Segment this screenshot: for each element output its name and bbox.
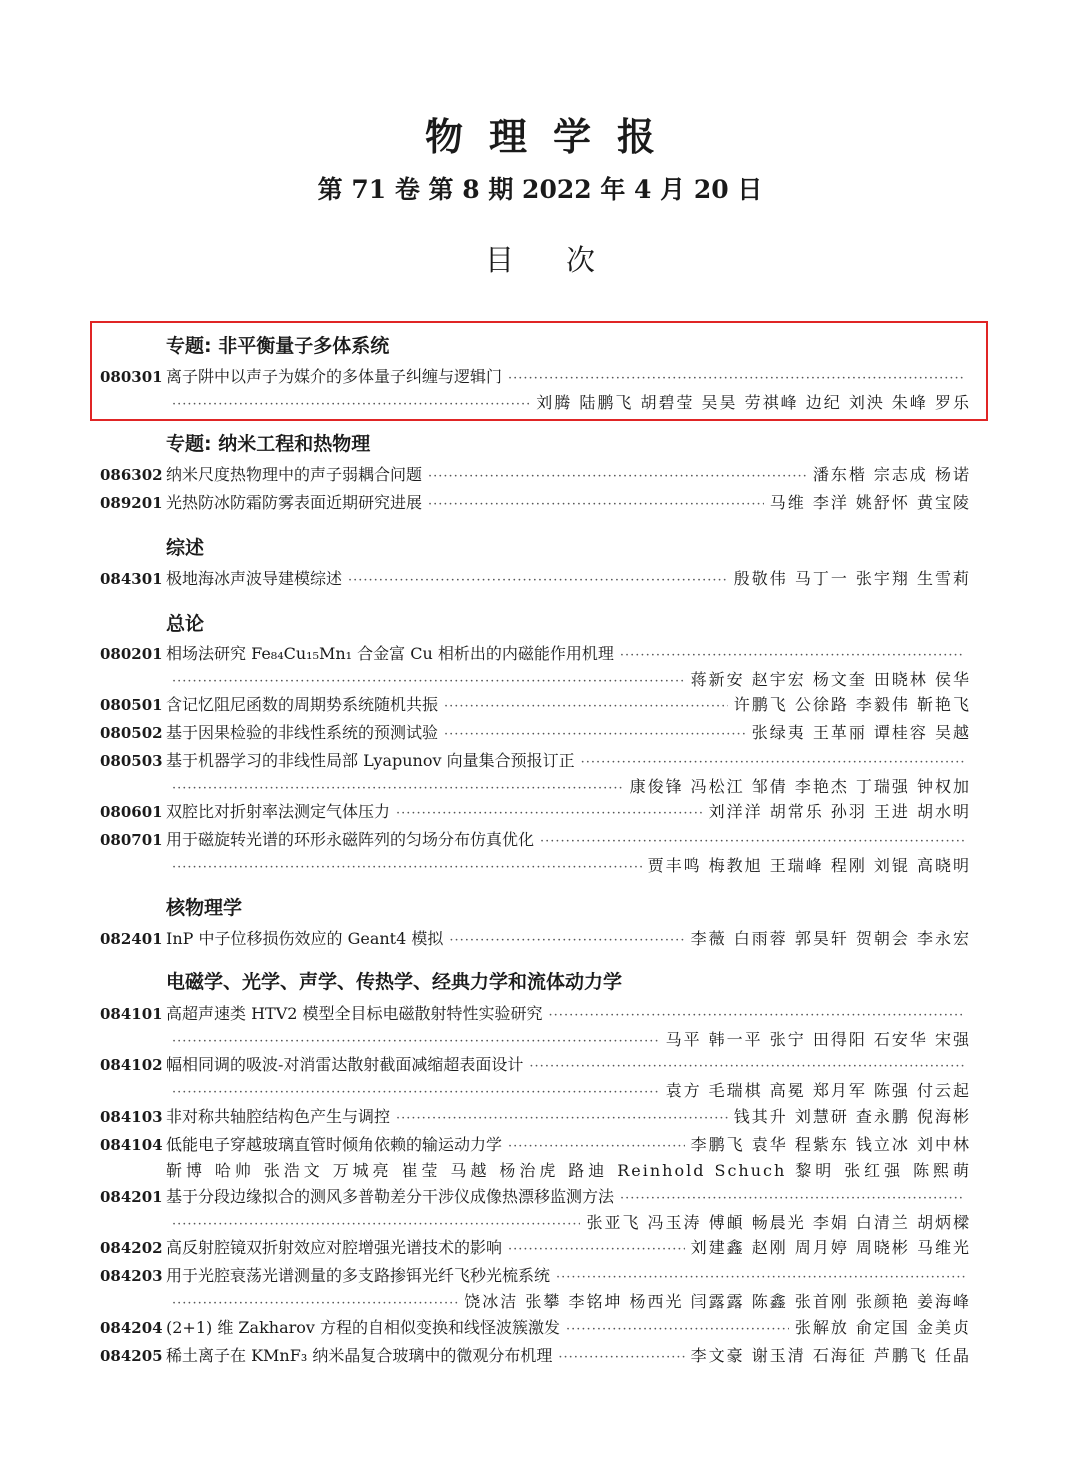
article-authors: 李文豪 谢玉清 石海征 芦鹏飞 任晶 bbox=[690, 1346, 971, 1365]
leader-dots bbox=[172, 1212, 580, 1235]
article-authors: 李鹏飞 袁华 程紫东 钱立冰 刘中林 bbox=[690, 1135, 971, 1154]
article-title: 高超声速类 HTV2 模型全目标电磁散射特性实验研究 bbox=[166, 1004, 543, 1023]
toc-entry[interactable] bbox=[100, 926, 971, 951]
toc-entry[interactable] bbox=[100, 1001, 971, 1026]
leader-dots bbox=[444, 722, 746, 745]
article-code: 084301 bbox=[100, 570, 163, 588]
article-code: 084202 bbox=[100, 1239, 163, 1257]
article-title: 基于分段边缘拟合的测风多普勒差分干涉仪成像热漂移监测方法 bbox=[166, 1187, 615, 1206]
article-code: 080601 bbox=[100, 803, 163, 821]
leader-dots bbox=[172, 1291, 458, 1314]
toc-entry-continuation[interactable] bbox=[100, 853, 971, 878]
leader-dots bbox=[172, 1080, 660, 1103]
article-authors: 袁方 毛瑞棋 高冕 郑月军 陈强 付云起 bbox=[665, 1081, 971, 1100]
article-title: 用于磁旋转光谱的环形永磁阵列的匀场分布仿真优化 bbox=[166, 830, 535, 849]
leader-dots bbox=[348, 568, 728, 591]
article-code: 084104 bbox=[100, 1136, 163, 1154]
article-authors: 张解放 俞定国 金美贞 bbox=[794, 1318, 971, 1337]
article-authors: 蒋新安 赵宇宏 杨文奎 田晓林 侯华 bbox=[690, 670, 971, 689]
article-authors: 马维 李洋 姚舒怀 黄宝陵 bbox=[769, 493, 971, 512]
toc-entry[interactable] bbox=[100, 692, 971, 717]
leader-dots bbox=[449, 928, 684, 951]
article-title: 非对称共轴腔结构色产生与调控 bbox=[166, 1107, 391, 1126]
toc-entry-continuation[interactable] bbox=[100, 390, 971, 415]
toc-entry-continuation[interactable] bbox=[100, 667, 971, 692]
article-code: 084201 bbox=[100, 1188, 163, 1206]
toc-entry[interactable] bbox=[100, 799, 971, 824]
article-code: 080201 bbox=[100, 645, 163, 663]
leader-dots bbox=[428, 492, 764, 515]
article-authors: 张绿夷 王革丽 谭桂容 吴越 bbox=[751, 723, 971, 742]
article-title: 相场法研究 Fe₈₄Cu₁₅Mn₁ 合金富 Cu 相析出的内磁能作用机理 bbox=[166, 644, 614, 663]
article-authors: 潘东楷 宗志成 杨诺 bbox=[812, 465, 971, 484]
leader-dots bbox=[620, 643, 965, 666]
article-code: 084102 bbox=[100, 1056, 163, 1074]
article-title: 含记忆阻尼函数的周期势系统随机共振 bbox=[166, 695, 439, 714]
toc-entry[interactable] bbox=[100, 641, 971, 666]
leader-dots bbox=[444, 694, 728, 717]
article-authors-continued: 靳博 哈帅 张浩文 万城亮 崔莹 马越 杨治虎 路迪 Reinhold Schuch 黎明 张红强 陈熙萌 bbox=[166, 1161, 971, 1180]
article-title: InP 中子位移损伤效应的 Geant4 模拟 bbox=[166, 929, 444, 948]
toc-entry[interactable] bbox=[100, 720, 971, 745]
article-title: 极地海冰声波导建模综述 bbox=[166, 569, 343, 588]
article-code: 080701 bbox=[100, 831, 163, 849]
article-title: 低能电子穿越玻璃直管时倾角依赖的输运动力学 bbox=[166, 1135, 503, 1154]
article-title: 用于光腔衰荡光谱测量的多支路掺铒光纤飞秒光梳系统 bbox=[166, 1266, 551, 1285]
leader-dots bbox=[396, 801, 703, 824]
toc-entry[interactable] bbox=[100, 1235, 971, 1260]
article-title: 基于因果检验的非线性系统的预测试验 bbox=[166, 723, 439, 742]
toc-heading: 目次 bbox=[484, 243, 647, 277]
article-title: 幅相同调的吸波-对消雷达散射截面减缩超表面设计 bbox=[166, 1055, 524, 1074]
toc-entry[interactable] bbox=[100, 462, 971, 487]
section-title: 核物理学 bbox=[166, 897, 243, 919]
issue-line: 第 71 卷 第 8 期 2022 年 4 月 20 日 bbox=[317, 175, 763, 204]
article-title: 离子阱中以声子为媒介的多体量子纠缠与逻辑门 bbox=[166, 367, 503, 386]
leader-dots bbox=[508, 366, 965, 389]
leader-dots bbox=[172, 776, 624, 799]
article-code: 080501 bbox=[100, 696, 163, 714]
article-authors: 贾丰鸣 梅教旭 王瑞峰 程刚 刘锟 高晓明 bbox=[647, 856, 971, 875]
leader-dots bbox=[508, 1134, 685, 1157]
article-authors: 张亚飞 冯玉涛 傅頔 畅晨光 李娟 白清兰 胡炳樑 bbox=[586, 1213, 971, 1232]
journal-title: 物理学报 bbox=[424, 114, 681, 159]
toc-entry[interactable] bbox=[100, 1184, 971, 1209]
toc-entry[interactable] bbox=[100, 1315, 971, 1340]
article-title: (2+1) 维 Zakharov 方程的自相似变换和线怪波簇激发 bbox=[166, 1318, 561, 1337]
leader-dots bbox=[556, 1265, 965, 1288]
article-code: 084103 bbox=[100, 1108, 163, 1126]
article-code: 080502 bbox=[100, 724, 163, 742]
leader-dots bbox=[529, 1054, 965, 1077]
article-code: 086302 bbox=[100, 466, 163, 484]
toc-entry[interactable] bbox=[100, 490, 971, 515]
toc-entry[interactable] bbox=[100, 827, 971, 852]
leader-dots bbox=[581, 750, 965, 773]
toc-entry[interactable] bbox=[100, 364, 971, 389]
leader-dots bbox=[172, 392, 530, 415]
article-code: 084203 bbox=[100, 1267, 163, 1285]
toc-entry[interactable] bbox=[100, 1132, 971, 1157]
toc-entry[interactable] bbox=[100, 1052, 971, 1077]
article-authors: 刘建鑫 赵刚 周月婷 周晓彬 马维光 bbox=[690, 1238, 971, 1257]
leader-dots bbox=[172, 1029, 660, 1052]
article-title: 双腔比对折射率法测定气体压力 bbox=[166, 802, 391, 821]
section-title: 电磁学、光学、声学、传热学、经典力学和流体动力学 bbox=[166, 971, 623, 993]
toc-entry-continuation[interactable] bbox=[100, 1158, 971, 1183]
section-title: 综述 bbox=[166, 537, 205, 559]
leader-dots bbox=[172, 855, 642, 878]
section-title: 专题: 纳米工程和热物理 bbox=[166, 433, 371, 455]
article-code: 080503 bbox=[100, 752, 163, 770]
article-authors: 钱其升 刘慧研 查永鹏 倪海彬 bbox=[733, 1107, 971, 1126]
leader-dots bbox=[549, 1003, 965, 1026]
section-title: 专题: 非平衡量子多体系统 bbox=[166, 335, 390, 357]
toc-entry[interactable] bbox=[100, 1263, 971, 1288]
toc-entry-continuation[interactable] bbox=[100, 1027, 971, 1052]
toc-entry-continuation[interactable] bbox=[100, 1078, 971, 1103]
section-title: 总论 bbox=[166, 613, 205, 635]
article-authors: 李薇 白雨蓉 郭昊轩 贺朝会 李永宏 bbox=[690, 929, 971, 948]
leader-dots bbox=[620, 1186, 965, 1209]
leader-dots bbox=[508, 1237, 685, 1260]
article-code: 089201 bbox=[100, 494, 163, 512]
toc-entry-continuation[interactable] bbox=[100, 1289, 971, 1314]
leader-dots bbox=[558, 1345, 684, 1368]
article-code: 080301 bbox=[100, 368, 163, 386]
leader-dots bbox=[540, 829, 965, 852]
article-title: 稀土离子在 KMnF₃ 纳米晶复合玻璃中的微观分布机理 bbox=[166, 1346, 553, 1365]
article-code: 084101 bbox=[100, 1005, 163, 1023]
article-authors: 饶冰洁 张攀 李铭坤 杨西光 闫露露 陈鑫 张首刚 张颜艳 姜海峰 bbox=[464, 1292, 971, 1311]
toc-entry[interactable] bbox=[100, 1343, 971, 1368]
article-authors: 刘洋洋 胡常乐 孙羽 王进 胡水明 bbox=[708, 802, 971, 821]
leader-dots bbox=[172, 669, 685, 692]
article-title: 纳米尺度热物理中的声子弱耦合问题 bbox=[166, 465, 423, 484]
toc-entry-continuation[interactable] bbox=[100, 1210, 971, 1235]
toc-entry-continuation[interactable] bbox=[100, 774, 971, 799]
article-title: 高反射腔镜双折射效应对腔增强光谱技术的影响 bbox=[166, 1238, 503, 1257]
toc-entry[interactable] bbox=[100, 748, 971, 773]
toc-entry[interactable] bbox=[100, 566, 971, 591]
toc-entry[interactable] bbox=[100, 1104, 971, 1129]
article-code: 084204 bbox=[100, 1319, 163, 1337]
article-code: 084205 bbox=[100, 1347, 163, 1365]
article-authors: 刘腾 陆鹏飞 胡碧莹 吴昊 劳祺峰 边纪 刘泱 朱峰 罗乐 bbox=[536, 393, 971, 412]
leader-dots bbox=[428, 464, 807, 487]
article-authors: 殷敬伟 马丁一 张宇翔 生雪莉 bbox=[733, 569, 971, 588]
article-title: 光热防冰防霜防雾表面近期研究进展 bbox=[166, 493, 423, 512]
article-authors: 康俊锋 冯松江 邹倩 李艳杰 丁瑞强 钟权加 bbox=[629, 777, 971, 796]
article-authors: 许鹏飞 公徐路 李毅伟 靳艳飞 bbox=[733, 695, 971, 714]
article-authors: 马平 韩一平 张宁 田得阳 石安华 宋强 bbox=[665, 1030, 971, 1049]
article-title: 基于机器学习的非线性局部 Lyapunov 向量集合预报订正 bbox=[166, 751, 575, 770]
article-code: 082401 bbox=[100, 930, 163, 948]
leader-dots bbox=[396, 1106, 728, 1129]
leader-dots bbox=[566, 1317, 789, 1340]
